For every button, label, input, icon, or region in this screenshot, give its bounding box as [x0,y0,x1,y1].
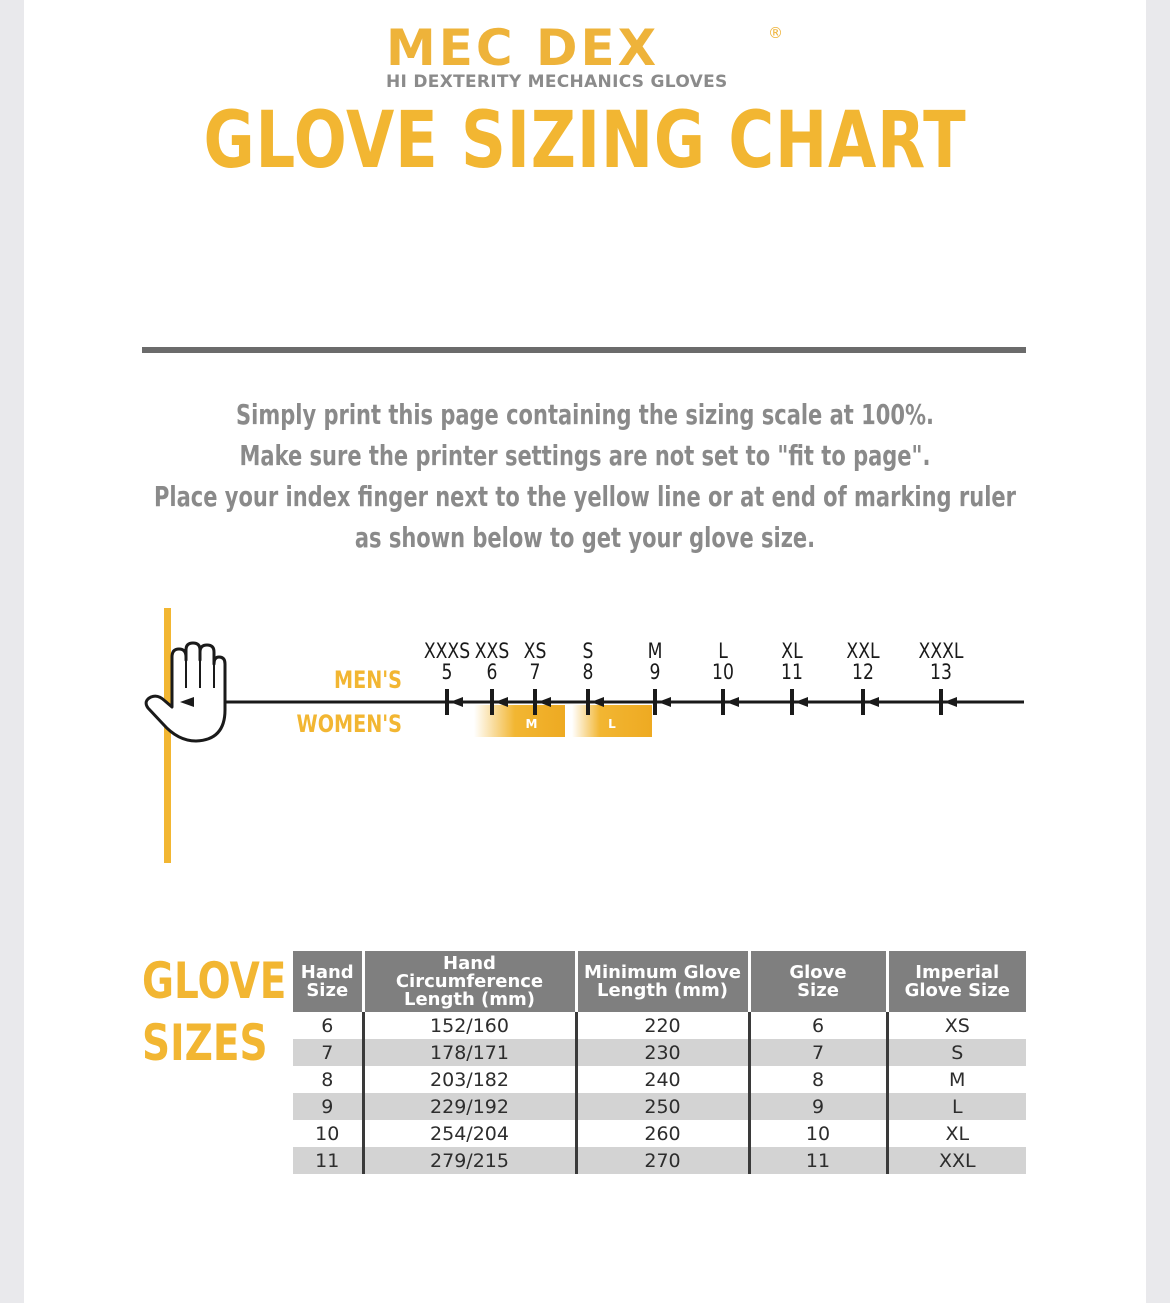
table-cell: 178/171 [363,1039,576,1066]
mens-label: MEN'S [334,667,402,695]
ruler-size-label: XL [781,638,803,664]
instructions [146,394,1024,558]
ruler-size-label: M [647,638,663,664]
table-cell: 6 [321,1014,334,1037]
table-cell: 10 [749,1120,887,1147]
ruler-tick [445,689,449,715]
hand-icon [146,643,225,741]
ruler-arrow [450,697,463,707]
ruler-tick [586,689,590,715]
column-header-minimum-glove-length: Minimum Glove Length (mm) [576,951,749,1012]
ruler-arrow [944,697,957,707]
sizing-ruler [0,600,1170,870]
ruler-tick [533,689,537,715]
brand-name: MEC DEX [386,19,660,77]
table-row [293,1012,1026,1039]
table-cell: 240 [576,1066,749,1093]
ruler-tick [790,689,794,715]
table-cell: XXL [887,1147,1026,1174]
table-row [293,1039,1026,1066]
table-cell: 11 [293,1147,363,1174]
table-cell: 260 [576,1120,749,1147]
table-cell: S [887,1039,1026,1066]
glove-sizes-label [142,950,286,1074]
ruler-tick [939,689,943,715]
ruler-number-label: 10 [712,659,734,685]
ruler-number-label: 5 [441,659,453,685]
table-row [293,1093,1026,1120]
table-cell: 9 [293,1093,363,1120]
ruler-size-label: XXXL [918,638,964,664]
table-cell: 152/160 [363,1012,576,1039]
ruler-tick [721,689,725,715]
table-cell: XS [887,1012,1026,1039]
ruler-number-label: 7 [529,659,541,685]
ruler-size-label: XS [523,638,547,664]
ruler-number-label: 13 [930,659,952,685]
womens-band-label: M [525,717,538,731]
table-cell: 250 [576,1093,749,1120]
ruler-number-label: 8 [582,659,594,685]
ruler-arrow [795,697,808,707]
table-cell: 270 [576,1147,749,1174]
ruler-number-label: 9 [649,659,661,685]
instruction-line: Place your index finger next to the yellow line or at end of marking ruler [153,480,1017,513]
ruler-size-label: S [582,638,594,664]
instruction-line: as shown below to get your glove size. [354,521,816,554]
table-row [293,1147,1026,1174]
yellow-guide-line [164,608,171,863]
page-title: GLOVE SIZING CHART [203,96,967,186]
glove-sizes-table [293,951,1026,1174]
registered-mark: ® [768,24,783,42]
brand-tagline: HI DEXTERITY MECHANICS GLOVES [386,72,728,92]
table-cell: 9 [749,1093,887,1120]
womens-band-label: L [608,717,616,731]
table-cell: 203/182 [363,1066,576,1093]
table-cell: XL [887,1120,1026,1147]
divider [142,347,1026,353]
table-cell: 6 [749,1012,887,1039]
glove-sizes-label-line: SIZES [142,1014,268,1072]
table-cell: 11 [749,1147,887,1174]
womens-band-m [474,705,565,737]
table-cell: L [887,1093,1026,1120]
ruler-number-label: 11 [781,659,803,685]
table-cell: 8 [321,1068,334,1091]
ruler-arrow [866,697,879,707]
ruler-tick [861,689,865,715]
instruction-line: Make sure the printer settings are not set to "fit to page". [239,439,931,472]
table-cell: 229/192 [363,1093,576,1120]
ruler-arrow [658,697,671,707]
ruler-tick [490,689,494,715]
table-cell: M [887,1066,1026,1093]
column-header-imperial-glove-size: Imperial Glove Size [887,951,1026,1012]
ruler-tick [653,689,657,715]
table-cell: 254/204 [363,1120,576,1147]
ruler-marks [424,638,964,737]
table-cell: 230 [576,1039,749,1066]
womens-label: WOMEN'S [296,711,402,739]
table-cell: 8 [749,1066,887,1093]
table-cell: 7 [749,1039,887,1066]
instruction-line: Simply print this page containing the sizing scale at 100%. [236,398,934,431]
glove-sizes-label-line: GLOVE [142,952,287,1010]
column-header-hand-size: Hand Size [293,951,363,1012]
table-cell: 220 [576,1012,749,1039]
ruler-size-label: XXL [846,638,880,664]
ruler-size-label: XXXS [423,638,471,664]
column-header-glove-size: Glove Size [749,951,887,1012]
table-row [293,1066,1026,1093]
ruler-number-label: 12 [852,659,874,685]
ruler-size-label: L [718,638,728,664]
table-row [293,1120,1026,1147]
ruler-number-label: 6 [486,659,498,685]
table-cell: 7 [293,1039,363,1066]
ruler-arrow [726,697,739,707]
column-header-hand-circumference: Hand Circumference Length (mm) [363,951,576,1012]
table-cell: 279/215 [363,1147,576,1174]
ruler-size-label: XXS [474,638,510,664]
table-cell: 10 [315,1122,340,1145]
table-header-row [293,951,1026,1012]
